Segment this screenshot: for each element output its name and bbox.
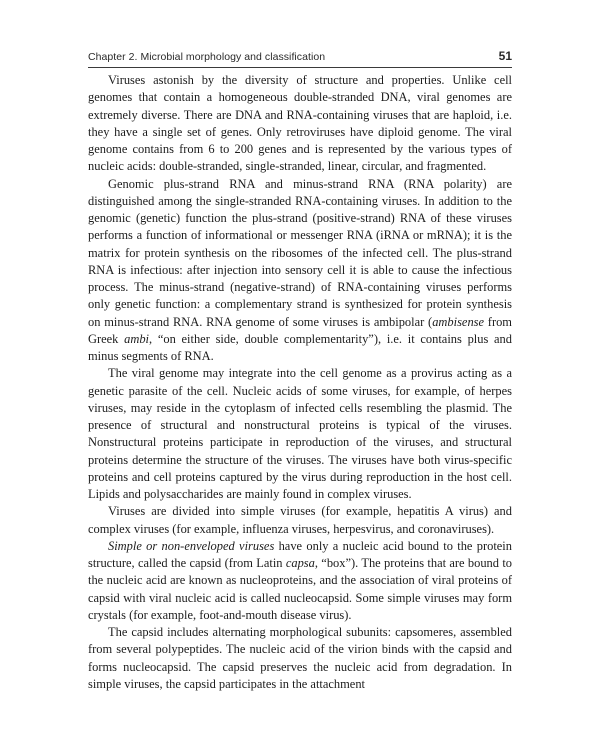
rna-polarity-text-end: , “on either side, double complementarity”), i.e. it contains plus and minus segments of RNA. bbox=[88, 331, 512, 363]
ambi-term: ambi bbox=[124, 331, 149, 346]
ambisense-term: ambisense bbox=[432, 314, 485, 329]
paragraph-provirus: The viral genome may integrate into the cell genome as a provirus acting as a genetic parasite of the cell. Nucleic acids of some viruses, for example, of herpes viruses, may reside in the cytoplasm of infected cells resembling the plasmid. The presence of structural and nonstructural proteins is typical of the viruses. Nonstructural proteins participate in reproduction of the viruses, and structural proteins determine the structure of the viruses. The viruses have both virus-specific proteins and cell proteins captured by the virus during reproduction in the host cell. Lipids and polysaccharides are mainly found in complex viruses. bbox=[88, 366, 512, 501]
capsa-term: capsa bbox=[285, 556, 315, 570]
paragraph-genome-diversity: Viruses astonish by the diversity of structure and properties. Unlike cell genomes that contain a homogeneous double-stranded DNA, viral genomes are extremely diverse. There are DNA and RNA-containing viruses that are haploid, i.e. they have a single set of genes. Only retroviruses have diploid genome. The viral genome contains from 6 to 200 genes and is represented by the various types of nucleic acids: double-stranded, single-stranded, linear, circular, and fragmented. bbox=[88, 73, 512, 174]
paragraph-capsid: The capsid includes alternating morphological subunits: capsomeres, assembled from several polypeptides. The nucleic acid of the virion binds with the capsid and forms nucleocapsid. The capsid preserves the nucleic acid from degradation. In simple viruses, the capsid participates in the attachment bbox=[88, 625, 512, 691]
non-enveloped-text-end: , “box”). The proteins that are bound to the nucleic acid are known as nucleoproteins, and the association of viral proteins of capsid with viral nucleic acid is called nucleocapsid. Some simple viruses may form crystals (for example, foot-and-mouth disease virus). bbox=[88, 556, 512, 622]
paragraph-rna-polarity bbox=[88, 176, 512, 366]
chapter-title: Chapter 2. Microbial morphology and classification bbox=[88, 51, 326, 63]
body-text bbox=[88, 72, 512, 693]
rna-polarity-text-mid: from Greek bbox=[88, 314, 512, 346]
page-number: 51 bbox=[498, 49, 512, 63]
non-enveloped-term: Simple or non-enveloped viruses bbox=[108, 538, 275, 553]
header-rule bbox=[88, 67, 512, 68]
rna-polarity-text: Genomic plus-strand RNA and minus-strand RNA (RNA polarity) are distinguished among the single-stranded RNA-containing viruses. In addition to the genomic (genetic) function the plus-strand (positive-strand) RNA of these viruses performs a function of informational or messenger RNA (iRNA or mRNA); it is the matrix for protein synthesis on the ribosomes of the infected cell. The plus-strand RNA is infectious: after injection into sensory cell it is able to cause the infectious process. The minus-strand (negative-strand) of RNA-containing viruses performs only genetic function: a complementary strand is synthesized for protein synthesis on minus-strand RNA. RNA genome of some viruses is ambipolar ( bbox=[88, 176, 512, 329]
non-enveloped-text: have only a nucleic acid bound to the protein structure, called the capsid (from Latin bbox=[88, 538, 512, 570]
paragraph-simple-complex: Viruses are divided into simple viruses (for example, hepatitis A virus) and complex viruses (for example, influenza viruses, herpesvirus, and coronaviruses). bbox=[88, 504, 512, 536]
paragraph-non-enveloped bbox=[88, 538, 512, 624]
